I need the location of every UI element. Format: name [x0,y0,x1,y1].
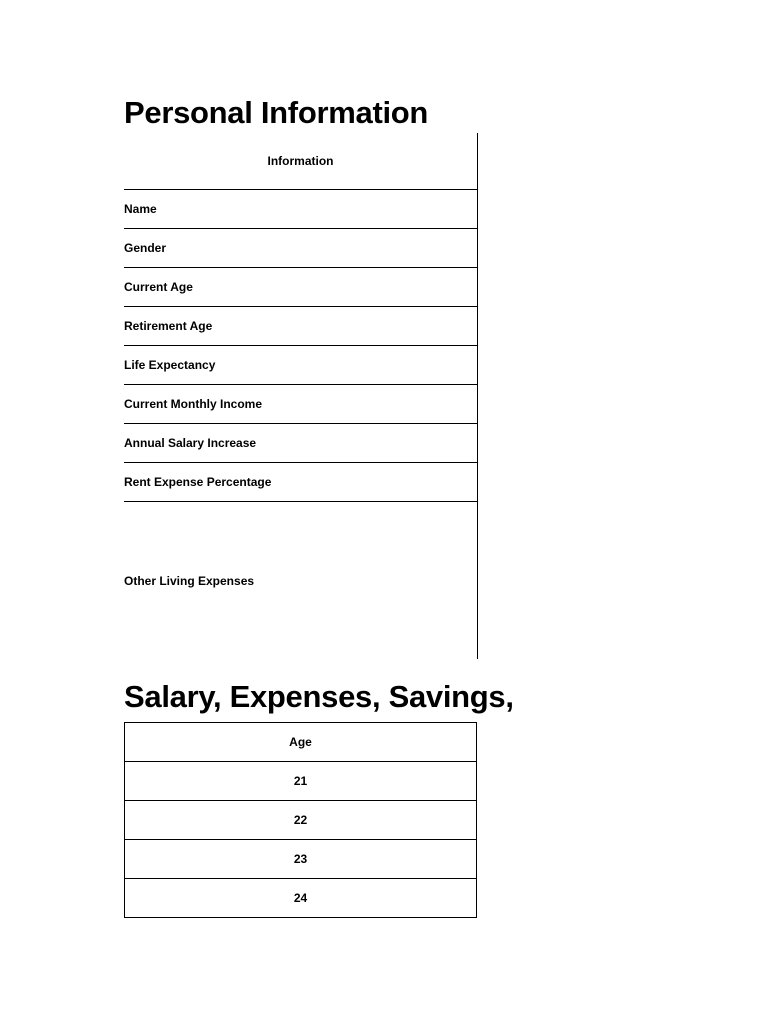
personal-information-title: Personal Information [124,95,429,130]
age-table [124,722,477,918]
personal-information-table [124,133,478,659]
row-label: Current Monthly Income [124,397,263,411]
salary-expenses-savings-title: Salary, Expenses, Savings, [124,679,514,714]
table-row-other-living-expenses [124,502,477,659]
row-label: Gender [124,241,167,255]
table-row-rent-expense-percentage [124,463,477,502]
table-row: 21 [125,762,476,801]
table-row-name [124,190,477,229]
table-row-annual-salary-increase [124,424,477,463]
row-label: Rent Expense Percentage [124,475,272,489]
table-row-life-expectancy [124,346,477,385]
table-row-current-age [124,268,477,307]
table-row-current-monthly-income [124,385,477,424]
row-label: Other Living Expenses [124,573,255,588]
row-label: Current Age [124,280,193,294]
information-column-header: Information [124,133,477,190]
table-row: 22 [125,801,476,840]
table-row-retirement-age [124,307,477,346]
row-label: Retirement Age [124,319,213,333]
table-row: 23 [125,840,476,879]
table-row-gender [124,229,477,268]
row-label: Name [124,202,157,216]
row-label: Life Expectancy [124,358,216,372]
table-row: 24 [293,891,308,905]
age-column-header: Age [125,723,476,762]
row-label: Annual Salary Increase [124,436,257,450]
